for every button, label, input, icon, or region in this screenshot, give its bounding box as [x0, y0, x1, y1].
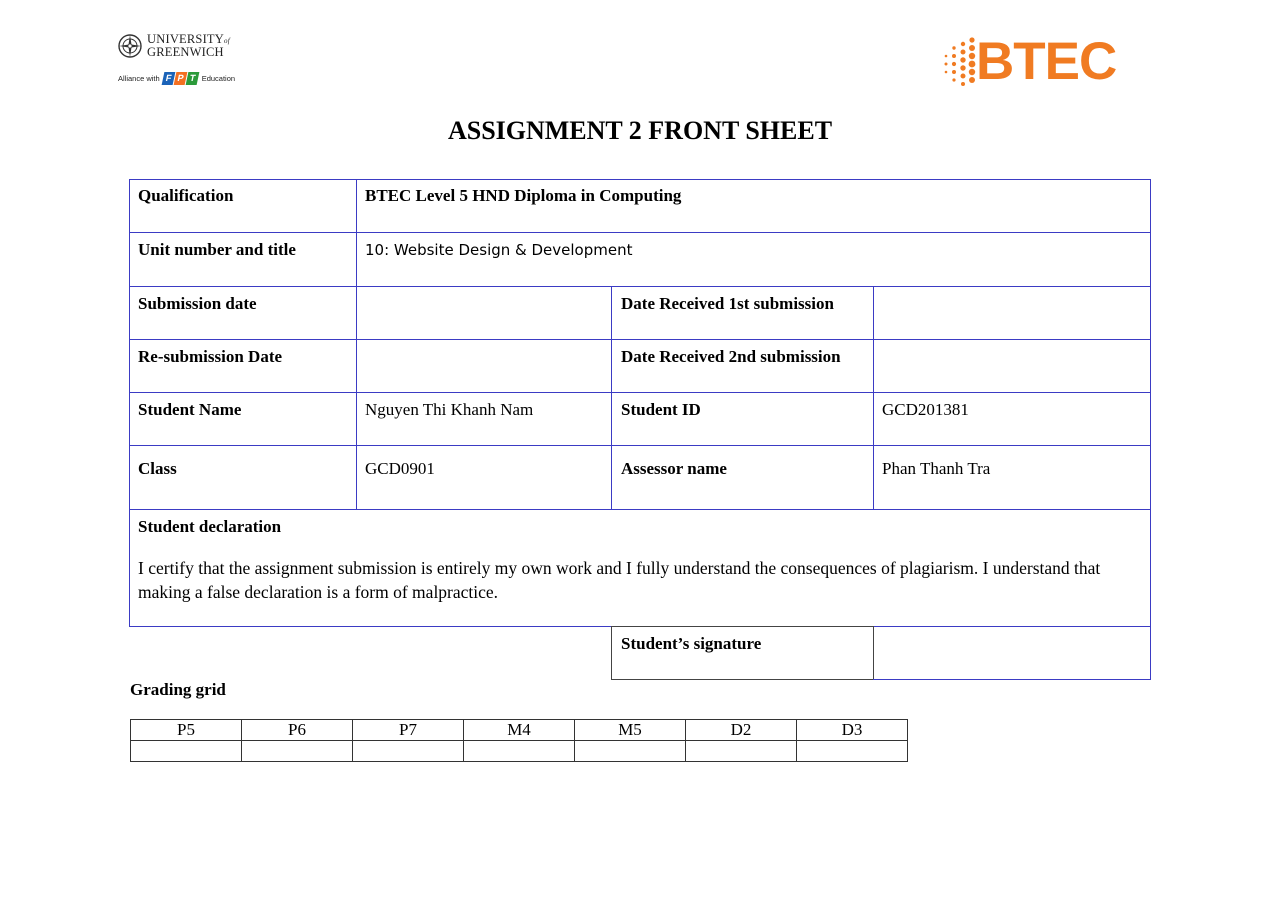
signature-mid-border: [873, 626, 874, 680]
qualification-value: BTEC Level 5 HND Diploma in Computing: [365, 186, 682, 205]
grade-value-m5[interactable]: [575, 741, 686, 762]
btec-dots-icon: [942, 36, 980, 88]
page-title: ASSIGNMENT 2 FRONT SHEET: [447, 116, 833, 145]
fpt-logo: [163, 72, 199, 85]
student-id-label: Student ID: [621, 400, 701, 419]
btec-wordmark: BTEC: [976, 32, 1117, 91]
grade-header-p6: P6: [242, 720, 353, 741]
col-divider: [611, 286, 612, 510]
grade-value-p5[interactable]: [131, 741, 242, 762]
fpt-letter-t: T: [185, 72, 199, 85]
class-value: GCD0901: [365, 459, 435, 478]
row-divider: [129, 286, 1151, 287]
student-name-label: Student Name: [138, 400, 242, 419]
submission-date-label: Submission date: [138, 294, 257, 313]
grade-value-d2[interactable]: [686, 741, 797, 762]
grade-header-d2: D2: [686, 720, 797, 741]
signature-field-right-border: [1150, 626, 1151, 680]
signature-field-bottom-border: [873, 679, 1151, 680]
grade-value-d3[interactable]: [797, 741, 908, 762]
grading-value-row: [131, 741, 908, 762]
row-divider: [129, 392, 1151, 393]
grade-header-m4: M4: [464, 720, 575, 741]
resubmission-date-label: Re-submission Date: [138, 347, 283, 366]
signature-label: Student’s signature: [621, 634, 762, 653]
alliance-suffix: Education: [201, 74, 236, 83]
col-divider: [873, 286, 874, 510]
date-received-2-label: Date Received 2nd submission: [621, 347, 841, 366]
student-id-value: GCD201381: [882, 400, 969, 419]
alliance-prefix: Alliance with: [118, 74, 160, 83]
signature-top-border: [611, 626, 874, 627]
grade-header-p5: P5: [131, 720, 242, 741]
signature-left-border: [611, 626, 612, 680]
alliance-line: [118, 72, 248, 85]
qualification-label: Qualification: [138, 186, 234, 205]
declaration-text: I certify that the assignment submission is entirely my own work and I fully understand the consequences of plagiarism. I understand that making a false declaration is a form of malpractice.: [138, 558, 1101, 602]
university-of: of: [224, 37, 230, 45]
signature-bottom-border: [611, 679, 874, 680]
fpt-letter-f: F: [161, 72, 175, 85]
row-divider: [129, 339, 1151, 340]
class-label: Class: [138, 459, 177, 478]
date-received-1-label: Date Received 1st submission: [621, 294, 834, 313]
student-name-value: Nguyen Thi Khanh Nam: [365, 400, 534, 419]
signature-field[interactable]: [882, 634, 1142, 674]
university-line2: GREENWICH: [147, 45, 224, 59]
col-divider: [356, 179, 357, 510]
row-divider: [129, 232, 1151, 233]
university-line1: UNIVERSITY: [147, 32, 224, 46]
fpt-letter-p: P: [173, 72, 187, 85]
grade-value-p7[interactable]: [353, 741, 464, 762]
grading-header-row: [131, 720, 908, 741]
grade-value-m4[interactable]: [464, 741, 575, 762]
grade-header-p7: P7: [353, 720, 464, 741]
grade-header-m5: M5: [575, 720, 686, 741]
unit-value: 10: Website Design & Development: [365, 241, 633, 259]
grade-value-p6[interactable]: [242, 741, 353, 762]
row-divider: [129, 509, 1151, 510]
grading-grid: [130, 719, 908, 762]
greenwich-logo: [118, 34, 248, 98]
declaration-heading: Student declaration: [138, 517, 282, 536]
grade-header-d3: D3: [797, 720, 908, 741]
row-divider: [129, 445, 1151, 446]
assessor-label: Assessor name: [621, 459, 727, 478]
grading-grid-label: Grading grid: [130, 680, 226, 699]
assessor-value: Phan Thanh Tra: [882, 459, 991, 478]
btec-logo: [942, 34, 1124, 94]
unit-label: Unit number and title: [138, 240, 296, 259]
greenwich-seal-icon: [118, 34, 142, 58]
